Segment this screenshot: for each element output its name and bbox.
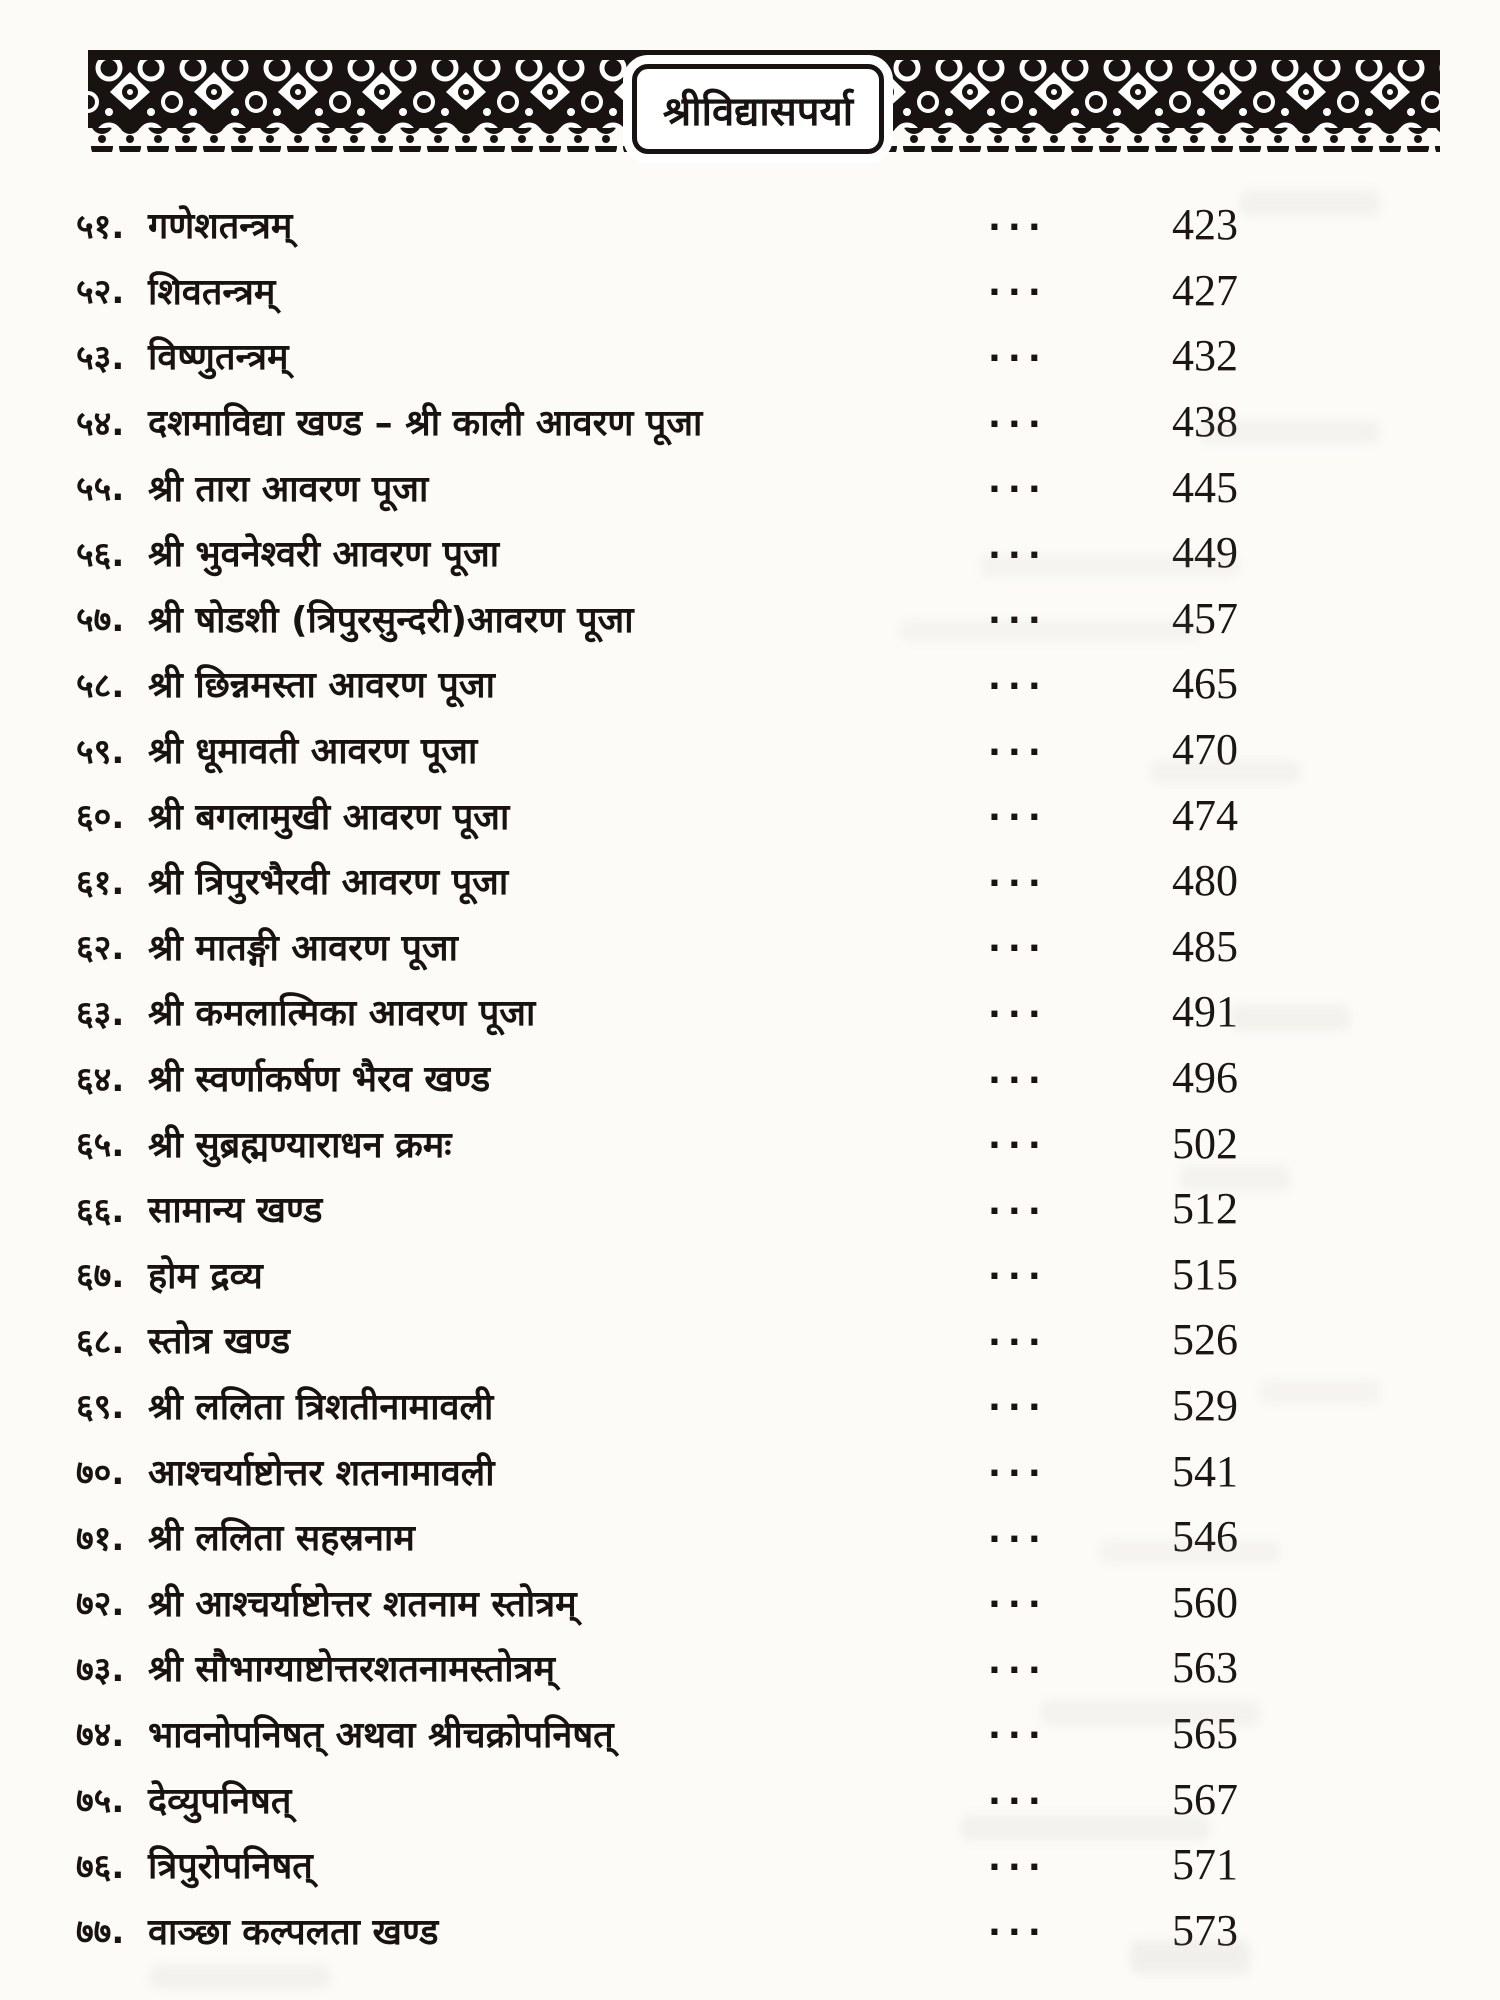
entry-page-number: 432 — [1172, 331, 1238, 381]
entry-number: ६२. — [76, 928, 125, 969]
entry-title: श्री भुवनेश्वरी आवरण पूजा — [148, 534, 500, 576]
entry-number: ६८. — [76, 1321, 125, 1362]
leader-dots: ... — [988, 592, 1048, 633]
leader-dots: ... — [988, 723, 1048, 764]
leader-dots: ... — [988, 1707, 1048, 1748]
toc-row — [0, 1438, 1500, 1504]
leader-dots: ... — [988, 1182, 1048, 1223]
toc-row — [0, 1242, 1500, 1308]
entry-page-number: 423 — [1172, 200, 1238, 250]
toc-row — [0, 454, 1500, 520]
entry-page-number: 445 — [1172, 462, 1238, 512]
entry-number: ५८. — [76, 665, 125, 706]
entry-number: ७६. — [76, 1846, 125, 1887]
toc-row — [0, 1897, 1500, 1963]
toc-row — [0, 848, 1500, 914]
entry-number: ७१. — [76, 1518, 125, 1559]
entry-number: ५१. — [76, 206, 125, 247]
header-ornamental-band — [88, 50, 1440, 162]
toc-row — [0, 323, 1500, 389]
toc-row — [0, 1701, 1500, 1767]
leader-dots: ... — [988, 1773, 1048, 1814]
entry-page-number: 565 — [1172, 1708, 1238, 1758]
entry-number: ७५. — [76, 1781, 125, 1822]
leader-dots: ... — [988, 1248, 1048, 1289]
entry-number: ५५. — [76, 469, 125, 510]
leader-dots: ... — [988, 1117, 1048, 1158]
entry-number: ६४. — [76, 1059, 125, 1100]
entry-title: देव्युपनिषत् — [148, 1780, 292, 1822]
entry-number: ६५. — [76, 1125, 125, 1166]
entry-title: श्री त्रिपुरभैरवी आवरण पूजा — [148, 862, 509, 904]
entry-number: ६०. — [76, 797, 125, 838]
entry-page-number: 512 — [1172, 1184, 1238, 1234]
entry-page-number: 438 — [1172, 397, 1238, 447]
entry-title: शिवतन्त्रम् — [148, 271, 276, 313]
leader-dots: ... — [988, 789, 1048, 830]
book-title-plate — [632, 64, 884, 154]
toc-row — [0, 586, 1500, 652]
entry-number: ७४. — [76, 1715, 125, 1756]
entry-title: श्री स्वर्णाकर्षण भैरव खण्ड — [148, 1059, 491, 1101]
leader-dots: ... — [988, 1838, 1048, 1879]
entry-page-number: 465 — [1172, 659, 1238, 709]
entry-title: श्री आश्चर्याष्टोत्तर शतनाम स्तोत्रम् — [148, 1583, 577, 1625]
leader-dots: ... — [988, 1641, 1048, 1682]
toc-row — [0, 389, 1500, 455]
entry-number: ५२. — [76, 272, 125, 313]
leader-dots: ... — [988, 657, 1048, 698]
toc-row — [0, 1045, 1500, 1111]
leader-dots: ... — [988, 198, 1048, 239]
entry-page-number: 573 — [1172, 1905, 1238, 1955]
leader-dots: ... — [988, 985, 1048, 1026]
toc-row — [0, 1373, 1500, 1439]
entry-page-number: 563 — [1172, 1643, 1238, 1693]
entry-title: सामान्य खण्ड — [148, 1190, 323, 1232]
toc-row — [0, 651, 1500, 717]
entry-title: श्री तारा आवरण पूजा — [148, 468, 429, 510]
leader-dots: ... — [988, 526, 1048, 567]
toc-row — [0, 1766, 1500, 1832]
entry-number: ५९. — [76, 731, 125, 772]
entry-page-number: 571 — [1172, 1840, 1238, 1890]
toc-row — [0, 1110, 1500, 1176]
toc-row — [0, 1635, 1500, 1701]
entry-title: भावनोपनिषत् अथवा श्रीचक्रोपनिषत् — [148, 1714, 614, 1756]
entry-number: ७७. — [76, 1912, 125, 1953]
entry-title: दशमाविद्या खण्ड – श्री काली आवरण पूजा — [148, 403, 703, 445]
entry-title: आश्चर्याष्टोत्तर शतनामावली — [148, 1452, 495, 1494]
table-of-contents — [0, 192, 1500, 1963]
entry-number: ५३. — [76, 337, 125, 378]
leader-dots: ... — [988, 395, 1048, 436]
toc-row — [0, 979, 1500, 1045]
entry-title: गणेशतन्त्रम् — [148, 206, 293, 248]
entry-page-number: 560 — [1172, 1577, 1238, 1627]
book-title: श्रीविद्यासपर्या — [662, 88, 854, 135]
entry-page-number: 449 — [1172, 528, 1238, 578]
entry-title: श्री ललिता सहस्रनाम — [148, 1518, 415, 1560]
entry-number: ६६. — [76, 1190, 125, 1231]
leader-dots: ... — [988, 1904, 1048, 1945]
entry-page-number: 526 — [1172, 1315, 1238, 1365]
entry-title: श्री ललिता त्रिशतीनामावली — [148, 1386, 494, 1428]
entry-number: ७०. — [76, 1453, 125, 1494]
toc-row — [0, 1832, 1500, 1898]
entry-page-number: 474 — [1172, 790, 1238, 840]
entry-title: होम द्रव्य — [148, 1255, 263, 1297]
entry-page-number: 541 — [1172, 1446, 1238, 1496]
toc-row — [0, 1504, 1500, 1570]
bleed-artifact — [150, 1965, 330, 1989]
toc-row — [0, 914, 1500, 980]
entry-number: ६९. — [76, 1387, 125, 1428]
entry-title: श्री बगलामुखी आवरण पूजा — [148, 796, 510, 838]
toc-row — [0, 1307, 1500, 1373]
entry-title: श्री धूमावती आवरण पूजा — [148, 731, 478, 773]
toc-row — [0, 520, 1500, 586]
toc-row — [0, 192, 1500, 258]
entry-title: श्री मातङ्गी आवरण पूजा — [148, 927, 458, 969]
entry-title: श्री कमलात्मिका आवरण पूजा — [148, 993, 536, 1035]
entry-number: ६३. — [76, 993, 125, 1034]
entry-page-number: 515 — [1172, 1249, 1238, 1299]
toc-row — [0, 1176, 1500, 1242]
entry-page-number: 480 — [1172, 856, 1238, 906]
entry-title: श्री छिन्नमस्ता आवरण पूजा — [148, 665, 495, 707]
entry-page-number: 427 — [1172, 265, 1238, 315]
entry-page-number: 546 — [1172, 1512, 1238, 1562]
leader-dots: ... — [988, 264, 1048, 305]
entry-number: ५६. — [76, 534, 125, 575]
entry-page-number: 529 — [1172, 1380, 1238, 1430]
entry-page-number: 457 — [1172, 593, 1238, 643]
leader-dots: ... — [988, 461, 1048, 502]
entry-number: ५७. — [76, 600, 125, 641]
toc-row — [0, 782, 1500, 848]
entry-page-number: 496 — [1172, 1053, 1238, 1103]
entry-number: ७३. — [76, 1649, 125, 1690]
entry-title: विष्णुतन्त्रम् — [148, 337, 289, 379]
entry-page-number: 485 — [1172, 921, 1238, 971]
entry-number: ५४. — [76, 403, 125, 444]
leader-dots: ... — [988, 1445, 1048, 1486]
leader-dots: ... — [988, 1313, 1048, 1354]
entry-title: श्री सौभाग्याष्टोत्तरशतनामस्तोत्रम् — [148, 1649, 555, 1691]
leader-dots: ... — [988, 1576, 1048, 1617]
entry-title: त्रिपुरोपनिषत् — [148, 1846, 313, 1888]
toc-row — [0, 1569, 1500, 1635]
leader-dots: ... — [988, 1379, 1048, 1420]
entry-page-number: 502 — [1172, 1118, 1238, 1168]
entry-title: श्री षोडशी (त्रिपुरसुन्दरी)आवरण पूजा — [148, 599, 634, 641]
entry-title: श्री सुब्रह्मण्याराधन क्रमः — [148, 1124, 452, 1166]
entry-number: ६१. — [76, 862, 125, 903]
leader-dots: ... — [988, 329, 1048, 370]
leader-dots: ... — [988, 1510, 1048, 1551]
leader-dots: ... — [988, 854, 1048, 895]
entry-number: ६७. — [76, 1256, 125, 1297]
entry-title: वाञ्छा कल्पलता खण्ड — [148, 1911, 439, 1953]
toc-row — [0, 258, 1500, 324]
toc-row — [0, 717, 1500, 783]
leader-dots: ... — [988, 920, 1048, 961]
entry-title: स्तोत्र खण्ड — [148, 1321, 291, 1363]
leader-dots: ... — [988, 1051, 1048, 1092]
entry-page-number: 470 — [1172, 725, 1238, 775]
entry-page-number: 491 — [1172, 987, 1238, 1037]
entry-number: ७२. — [76, 1584, 125, 1625]
entry-page-number: 567 — [1172, 1774, 1238, 1824]
